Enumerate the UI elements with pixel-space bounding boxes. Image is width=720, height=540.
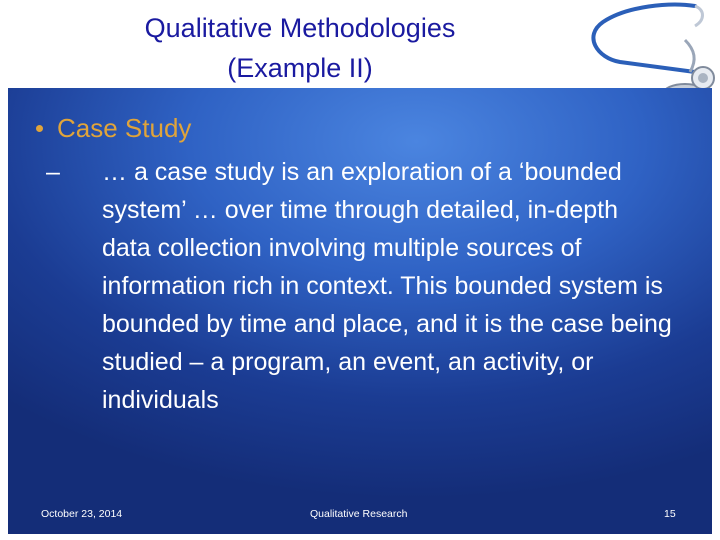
slide-title-line1: Qualitative Methodologies	[144, 13, 456, 43]
content-panel	[8, 88, 712, 534]
footer-date: October 23, 2014	[41, 508, 123, 520]
sub-bullet-text: … a case study is an exploration of a ‘bounded system’ … over time through detailed, in-depth data collection involving multiple sources of information rich in context. This bounded system is bounded by time and place, and it is the case being studied – a program, an event, an activity, or individuals	[102, 158, 672, 414]
bullet-item	[36, 108, 191, 148]
footer-page-number: 15	[664, 508, 676, 520]
bullet-dot-icon	[36, 125, 43, 132]
bullet-text: Case Study	[57, 113, 192, 143]
slide-title-line2: (Example II)	[227, 53, 373, 83]
slide-title	[60, 8, 540, 88]
footer-title: Qualitative Research	[310, 508, 408, 520]
sub-bullet-dash: –	[46, 158, 60, 186]
